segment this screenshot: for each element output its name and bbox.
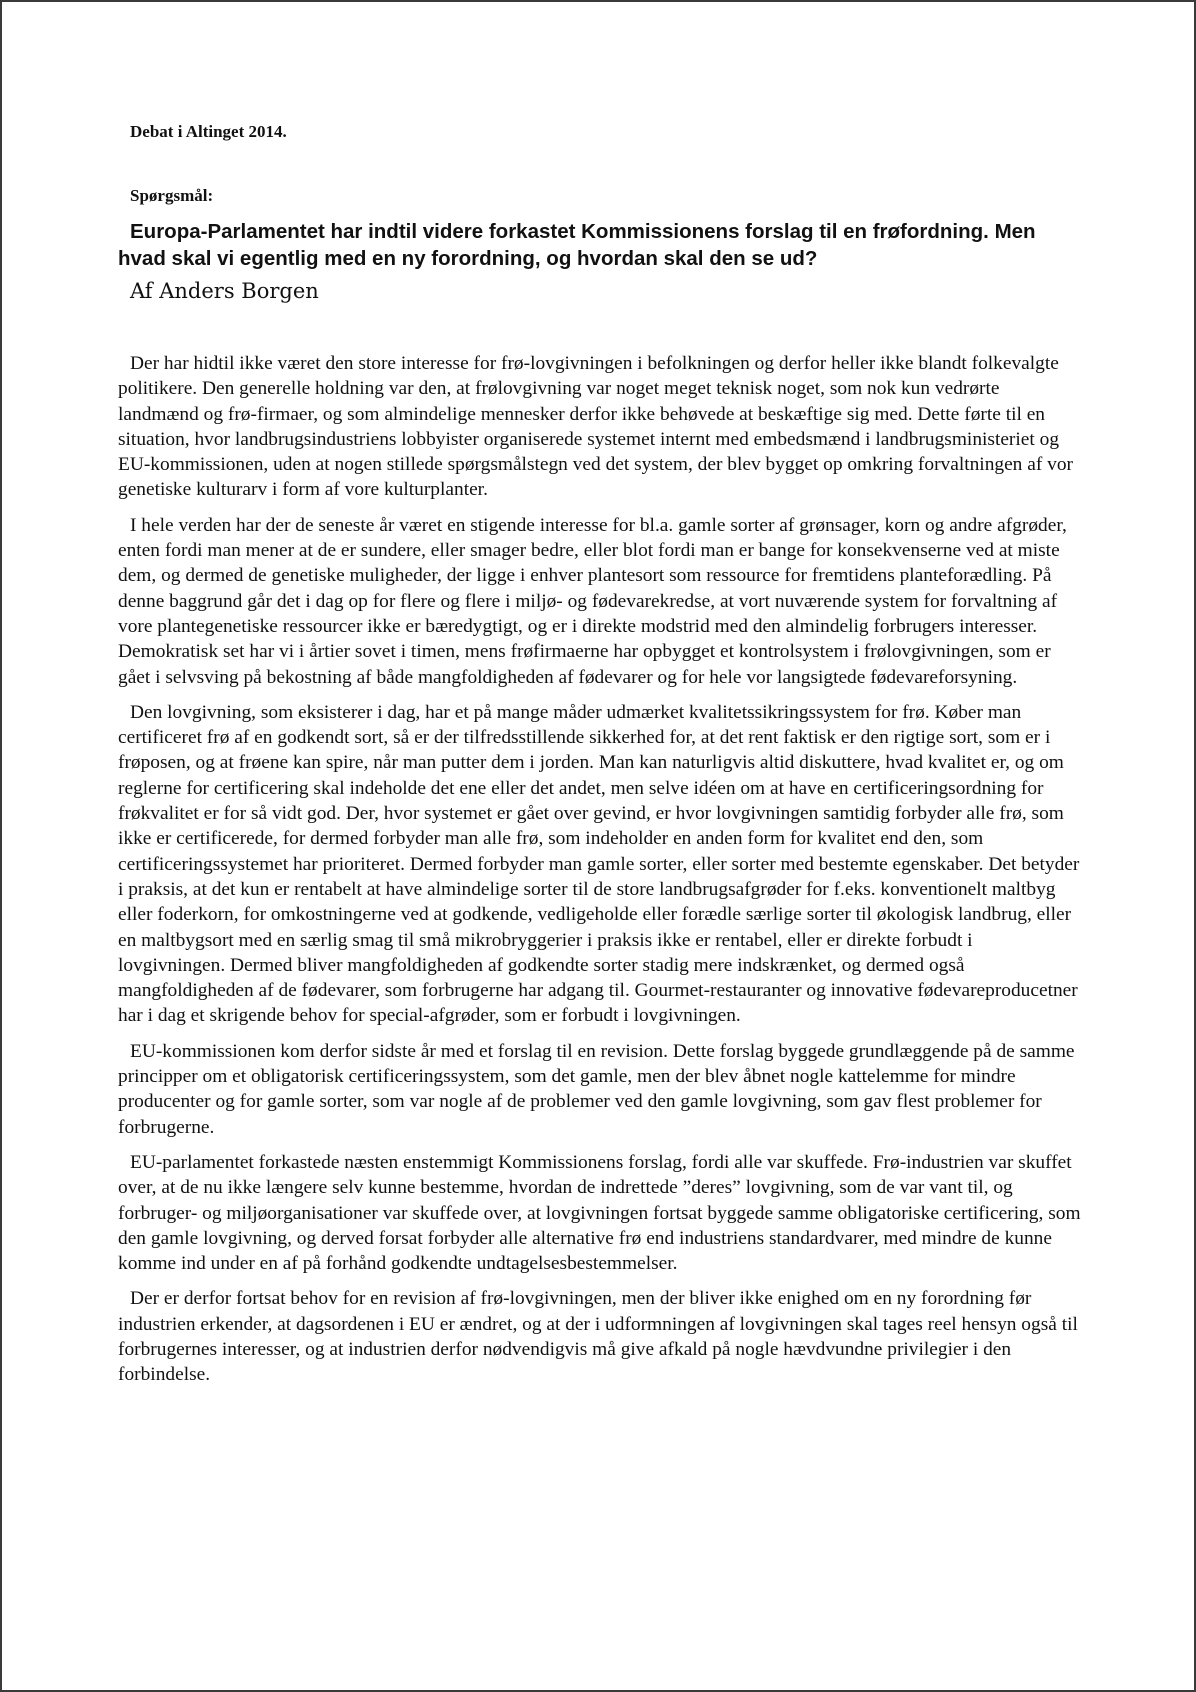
body-paragraph: I hele verden har der de seneste år været en stigende interesse for bl.a. gamle sorter af grønsager, korn og andre afgrøder, enten fordi man mener at de er sundere, eller smager bedre, eller blot fordi man er bange for konsekvenserne ved at miste dem, og dermed de genetiske muligheder, der ligge i enhver plantesort som ressource for fremtidens planteforædling. På denne baggrund går det i dag op for flere og flere i miljø- og fødevarekredse, at vort nuværende system for forvaltning af vore plantegenetiske ressourcer ikke er bæredygtigt, og er i direkte modstrid med den almindelig forbrugers interesser. Demokratisk set har vi i årtier sovet i timen, mens frøfirmaerne har opbygget et kontrolsystem i frølovgivningen, som er gået i selvsving på bekostning af både mangfoldigheden af fødevarer og for hele vor langsigtede fødevareforsyning. (118, 514, 1067, 688)
body-paragraph: Der har hidtil ikke været den store interesse for frø-lovgivningen i befolkningen og derfor heller ikke blandt folkevalgte politikere. Den generelle holdning var den, at frølovgivning var noget meget teknisk noget, som nok kun vedrørte landmænd og frø-firmaer, og som almindelige mennesker derfor ikke behøvede at beskæftige sig med. Dette førte til en situation, hvor landbrugsindustriens lobbyister organiserede systemet internt med embedsmænd i landbrugsministeriet og EU-kommissionen, uden at nogen stillede spørgsmålstegn ved det system, der blev bygget op omkring forvaltningen af vor genetiske kulturarv i form af vore kulturplanter. (118, 353, 1073, 501)
document-header: Debat i Altinget 2014. (130, 122, 287, 141)
body-paragraph: Der er derfor fortsat behov for en revision af frø-lovgivningen, men der bliver ikke enighed om en ny forordning før industrien erkender, at dagsordenen i EU er ændret, og at der i udformningen af lovgivningen skal tages reel hensyn også til forbrugernes interesser, og at industrien derfor nødvendigvis må give afkald på nogle hævdvundne privilegier i den forbindelse. (118, 1288, 1078, 1386)
document-content (118, 122, 1084, 1398)
body-paragraph: EU-parlamentet forkastede næsten enstemmigt Kommissionens forslag, fordi alle var skuffede. Frø-industrien var skuffet over, at de nu ikke længere selv kunne bestemme, hvordan de indrettede ”deres” lovgivning, som de var vant til, og forbruger- og miljøorganisationer var skuffede over, at lovgivningen fortsat byggede samme obligatoriske certificering, som den gamle lovgivning, og derved forsat forbyder alle alternative frø end industriens standardvarer, med mindre de kunne komme ind under en af på forhånd godkendte undtagelsesbestemmelser. (118, 1151, 1081, 1275)
body-paragraph: Den lovgivning, som eksisterer i dag, har et på mange måder udmærket kvalitetssikringssystem for frø. Køber man certificeret frø af en godkendt sort, så er der tilfredsstillende sikkerhed for, at det rent faktisk er den rigtige sort, som er i frøposen, og at frøene kan spire, når man putter dem i jorden. Man kan naturligvis altid diskuttere, hvad kvalitet er, og om reglerne for certificering skal indeholde det ene eller det andet, men selve idéen om at have en certificeringsordning for frøkvalitet er for så vidt god. Der, hvor systemet er gået over gevind, er hvor lovgivningen samtidig forbyder alle frø, som ikke er certificerede, for dermed forbyder man alle frø, som indeholder en anden form for kvalitet end den, som certificeringssystemet har prioriteret. Dermed forbyder man gamle sorter, eller sorter med bestemte egenskaber. Det betyder i praksis, at det kun er rentabelt at have almindelige sorter til de store landbrugsafgrøder for f.eks. konventionelt maltbyg eller foderkorn, for omkostningerne ved at godkende, vedligeholde eller forædle særlige sorter til økologisk landbrug, eller en maltbygsort med en særlig smag til små mikrobryggerier i praksis ikke er rentabel, eller er direkte forbudt i lovgivningen. Dermed bliver mangfoldigheden af godkendte sorter stadig mere indskrænket, og dermed også mangfoldigheden af de fødevarer, som forbrugerne har adgang til. Gourmet-restauranter og innovative fødevareproducetner har i dag et skrigende behov for special-afgrøder, som er forbudt i lovgivningen. (118, 701, 1080, 1027)
author-byline: Af Anders Borgen (130, 279, 319, 303)
body-paragraph: EU-kommissionen kom derfor sidste år med et forslag til en revision. Dette forslag byggede grundlæggende på de samme principper om et obligatorisk certificeringssystem, som det gamle, men der blev åbnet nogle kattelemme for mindre producenter og for gamle sorter, som var nogle af de problemer ved den gamle lovgivning, som gav flest problemer for forbrugerne. (118, 1040, 1075, 1138)
article-headline: Europa-Parlamentet har indtil videre forkastet Kommissionens forslag til en frøfordning. Men hvad skal vi egentlig med en ny forordning, og hvordan skal den se ud? (118, 220, 1036, 270)
question-label: Spørgsmål: (130, 186, 214, 205)
